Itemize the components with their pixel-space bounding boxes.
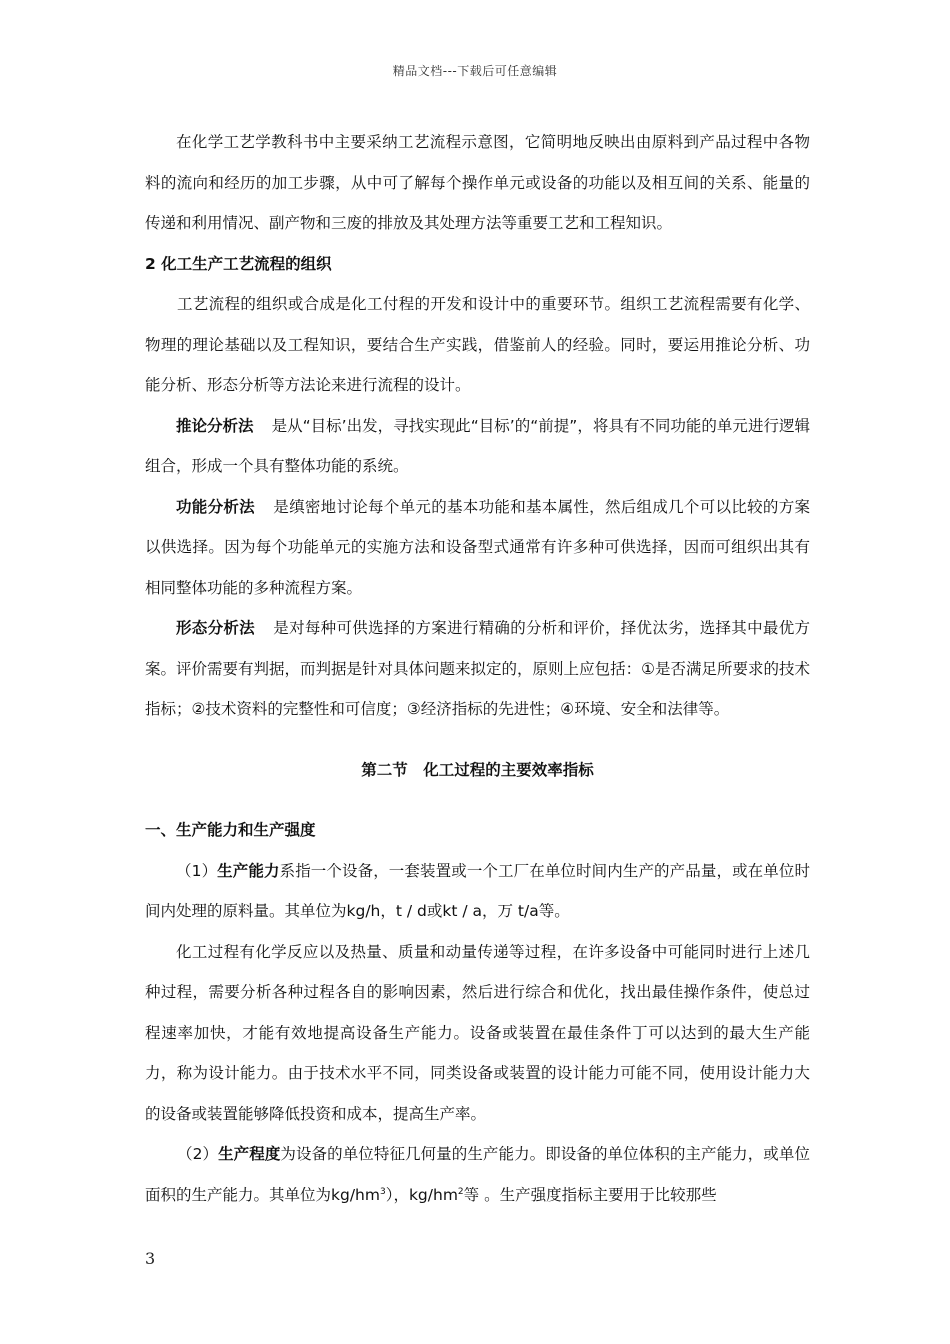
intensity-body-b: ），kg/hm [385,1185,458,1204]
intensity-body-a: 为设备的单位特征几何量的生产能力。即设备的单位体积的主产能力，或单位面积的生产能力。其单位为kg/hm [145,1145,810,1204]
superscript-2: 2 [457,1186,464,1197]
function-method-body: 是缜密地讨论每个单元的基本功能和基本属性，然后组成几个可以比较的方案以供选择。因为每个功能单元的实施方法和设备型式通常有许多种可供选择，因而可组织出其有相同整体功能的多种流程方案。 [145,497,810,597]
paragraph-process-optimization: 化工过程有化学反应以及热量、质量和动量传递等过程，在许多设备中可能同时进行上述几种过程，需要分析各种过程各自的影响因素，然后进行综合和优化，找出最佳操作条件，使总过程速率加快，才能有效地提高设备生产能力。设备或装置在最佳条件丁可以达到的最大生产能力，称为设计能力。由于技术水平不同，同类设备或装置的设计能力可能不同，使用设计能力大的设备或装置能够降低投资和成本，提高生产率。 [145,942,810,1123]
heading-process-organization: 2 化工生产工艺流程的组织 [145,254,332,273]
document-body [145,122,810,1215]
term-morphology-method: 形态分析法 [176,619,255,637]
term-inference-method: 推论分析法 [176,416,254,435]
section-title: 第二节 化工过程的主要效率指标 [361,760,594,779]
inference-method-body: 是从“目标’出发，寻找实现此“目标’的“前提”，将具有不同功能的单元进行逻辑组合，形成一个具有整体功能的系统。 [145,416,810,475]
capacity-prefix: （1） [176,861,218,880]
paragraph-organization: 工艺流程的组织或合成是化工付程的开发和设计中的重要环节。组织工艺流程需要有化学、物理的理论基础以及工程知识，要结合生产实践，借鉴前人的经验。同时，要运用推论分析、功能分析、形态分析等方法论来进行流程的设计。 [145,295,810,394]
page-number: 3 [145,1249,156,1268]
term-intensity: 生产程度 [218,1145,281,1163]
term-function-method: 功能分析法 [176,497,255,516]
paragraph-intro: 在化学工艺学教科书中主要采纳工艺流程示意图，它简明地反映出由原料到产品过程中各物料的流向和经历的加工步骤，从中可了解每个操作单元或设备的功能以及相互间的关系、能量的传递和利用情况、副产物和三废的排放及其处理方法等重要工艺和工程知识。 [145,133,810,232]
term-capacity: 生产能力 [217,861,280,880]
paragraph-function-method [145,487,810,609]
intensity-prefix: （2） [177,1145,219,1163]
paragraph-intensity [145,1134,810,1215]
page-header: 精品文档---下载后可任意编辑 [392,64,558,78]
subheading-capacity: 一、生产能力和生产强度 [145,821,316,839]
paragraph-capacity [145,851,810,932]
paragraph-inference-method [145,406,810,487]
paragraph-morphology-method [145,608,810,730]
capacity-body: 系指一个设备，一套装置或一个工厂在单位时间内生产的产品量，或在单位时间内处理的原料量。其单位为kg/h，t / d或kt / a，万 t/a等。 [145,861,810,920]
morphology-method-body: 是对每种可供选择的方案进行精确的分析和评价，择优汰劣，选择其中最优方案。评价需要有判据，而判据是针对具体问题来拟定的，原则上应包括：①是否满足所要求的技术指标；②技术资料的完整性和可信度；③经济指标的先进性；④环境、安全和法律等。 [145,619,810,718]
superscript-3: 3 [379,1186,386,1197]
intensity-body-c: 等 。生产强度指标主要用于比较那些 [463,1185,717,1204]
